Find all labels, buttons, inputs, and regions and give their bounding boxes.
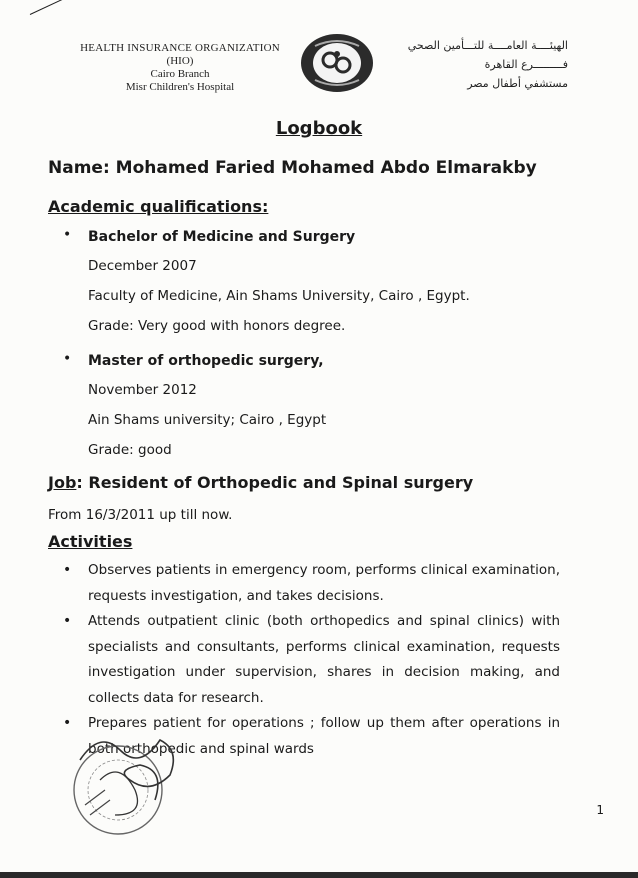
job-label: Job	[48, 473, 77, 492]
activity-text: Observes patients in emergency room, performs clinical examination, requests investigation, and takes decisions.	[88, 562, 560, 604]
bullet: •	[63, 351, 72, 367]
degree-date: December 2007	[88, 258, 197, 274]
job-line	[48, 473, 473, 492]
header-left	[60, 42, 300, 94]
degree-grade: Grade: good	[88, 442, 172, 458]
degree-title: Bachelor of Medicine and Surgery	[88, 229, 356, 245]
degree-grade: Grade: Very good with honors degree.	[88, 318, 346, 334]
page-number: 1	[596, 803, 604, 817]
arabic-hospital-name: مستشفي أطفال مصر	[467, 77, 568, 90]
page-title: Logbook	[275, 118, 363, 139]
degree-date: November 2012	[88, 382, 197, 398]
qualification-item	[48, 347, 588, 465]
hio-logo-icon	[299, 32, 375, 94]
qualification-item	[48, 223, 588, 341]
degree-institution: Faculty of Medicine, Ain Shams University, Cairo , Egypt.	[88, 288, 470, 304]
activity-item	[48, 609, 560, 711]
academic-heading: Academic qualifications:	[48, 197, 269, 216]
org-name: HEALTH INSURANCE ORGANIZATION	[80, 42, 280, 54]
activity-text: Prepares patient for operations ; follow up them after operations in both orthopedic and spinal wards	[88, 715, 560, 757]
hospital-name: Misr Children's Hospital	[125, 81, 235, 93]
bullet: •	[63, 613, 72, 629]
org-abbr: (HIO)	[166, 55, 194, 67]
person-name: Name: Mohamed Faried Mohamed Abdo Elmarakby	[48, 158, 537, 178]
arabic-org-name: الهيئــــة العامــــة للتـــأمين الصحي	[407, 39, 568, 52]
scan-bottom-edge	[0, 872, 638, 878]
degree-title: Master of orthopedic surgery,	[88, 353, 324, 369]
degree-institution: Ain Shams university; Cairo , Egypt	[88, 412, 327, 428]
branch-name: Cairo Branch	[150, 68, 210, 80]
header-right-arabic	[398, 36, 568, 93]
job-period: From 16/3/2011 up till now.	[48, 507, 233, 523]
scan-mark	[30, 0, 76, 15]
bullet: •	[63, 562, 72, 578]
activity-text: Attends outpatient clinic (both orthopedics and spinal clinics) with specialists and consultants, performs clinical examination, requests investigation under supervision, shares in decision making, and collects data for research.	[88, 613, 560, 706]
job-title: : Resident of Orthopedic and Spinal surgery	[76, 473, 474, 492]
bullet: •	[63, 715, 72, 731]
qualifications-list	[48, 223, 588, 471]
signature-stamp-icon	[60, 720, 200, 840]
arabic-branch-name: فـــــــــرع القاهرة	[484, 58, 568, 71]
bullet: •	[63, 227, 72, 243]
activity-item	[48, 558, 560, 609]
activities-heading: Activities	[48, 532, 133, 551]
